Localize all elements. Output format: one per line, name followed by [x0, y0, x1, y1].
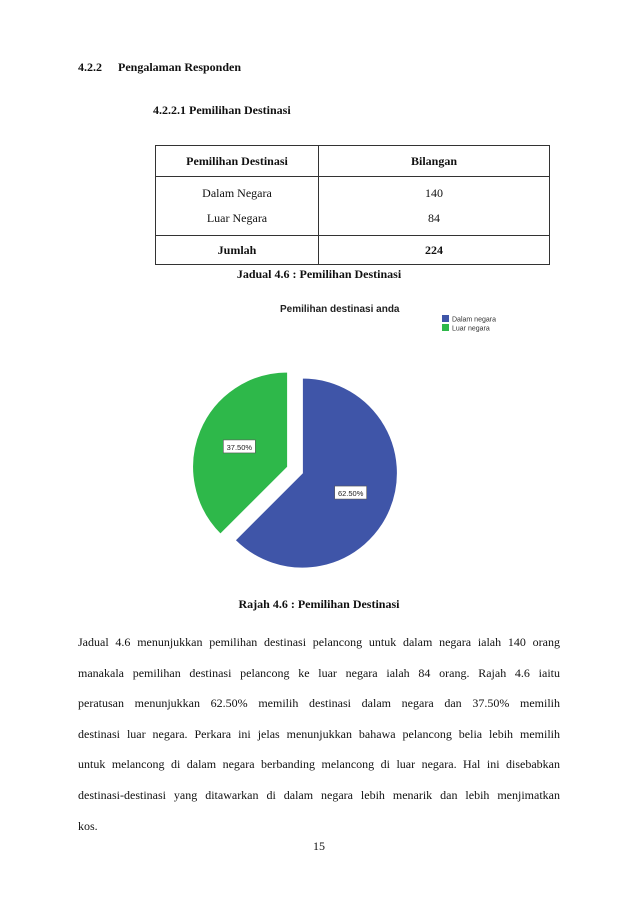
legend-item [442, 315, 496, 324]
svg-text:37.50%: 37.50% [226, 442, 253, 452]
pie-data-label [223, 440, 255, 453]
chart-legend [442, 315, 496, 333]
pie-data-label [335, 486, 367, 499]
section-number: 4.2.2 [78, 60, 102, 74]
paragraph-line: destinasi luar negara. Perkara ini jelas menunjukkan bahawa pelancong belia lebih memilih [78, 726, 560, 741]
table-row-labels [156, 177, 319, 236]
legend-item [442, 324, 490, 333]
table-caption: Jadual 4.6 : Pemilihan Destinasi [236, 267, 402, 281]
table-cell-value: 84 [428, 211, 440, 225]
table-row-values [319, 177, 550, 236]
table-total-label: Jumlah [156, 236, 319, 265]
body-paragraph [78, 627, 560, 841]
chart-title: Pemilihan destinasi anda [280, 304, 400, 315]
paragraph-line: Jadual 4.6 menunjukkan pemilihan destinasi pelancong untuk dalam negara ialah 140 orang [78, 635, 560, 649]
pie-slices [193, 372, 398, 568]
legend-swatch [442, 324, 449, 331]
legend-swatch [442, 315, 449, 322]
pie-chart [180, 295, 510, 570]
table-cell-value: 140 [425, 186, 443, 200]
table-cell-label: Dalam Negara [202, 186, 272, 200]
section-title: Pengalaman Responden [118, 60, 242, 74]
table-cell-label: Luar Negara [206, 211, 268, 225]
subsection-title: 4.2.2.1 Pemilihan Destinasi [153, 103, 291, 117]
paragraph-line: kos. [78, 818, 98, 833]
svg-text:62.50%: 62.50% [337, 489, 364, 499]
paragraph-line: untuk melancong di dalam negara berbanding melancong di luar negara. Hal ini disebabkan [78, 757, 560, 772]
paragraph-line: peratusan menunjukkan 62.50% memilih destinasi dalam negara dan 37.50% memilih [78, 696, 560, 711]
table-total-value: 224 [319, 236, 550, 265]
table-header-destination: Pemilihan Destinasi [156, 146, 319, 177]
destination-table [155, 145, 550, 265]
table-header-count: Bilangan [319, 146, 550, 177]
svg-text:Dalam negara: Dalam negara [452, 316, 496, 324]
svg-text:Luar negara: Luar negara [452, 325, 490, 333]
paragraph-line: manakala pemilihan destinasi pelancong ke luar negara ialah 84 orang. Rajah 4.6 iaitu [78, 665, 560, 680]
paragraph-line: destinasi-destinasi yang ditawarkan di dalam negara lebih menarik dan lebih menjimatkan [78, 787, 560, 802]
figure-caption: Rajah 4.6 : Pemilihan Destinasi [238, 597, 400, 611]
page-number: 15 [313, 839, 325, 853]
